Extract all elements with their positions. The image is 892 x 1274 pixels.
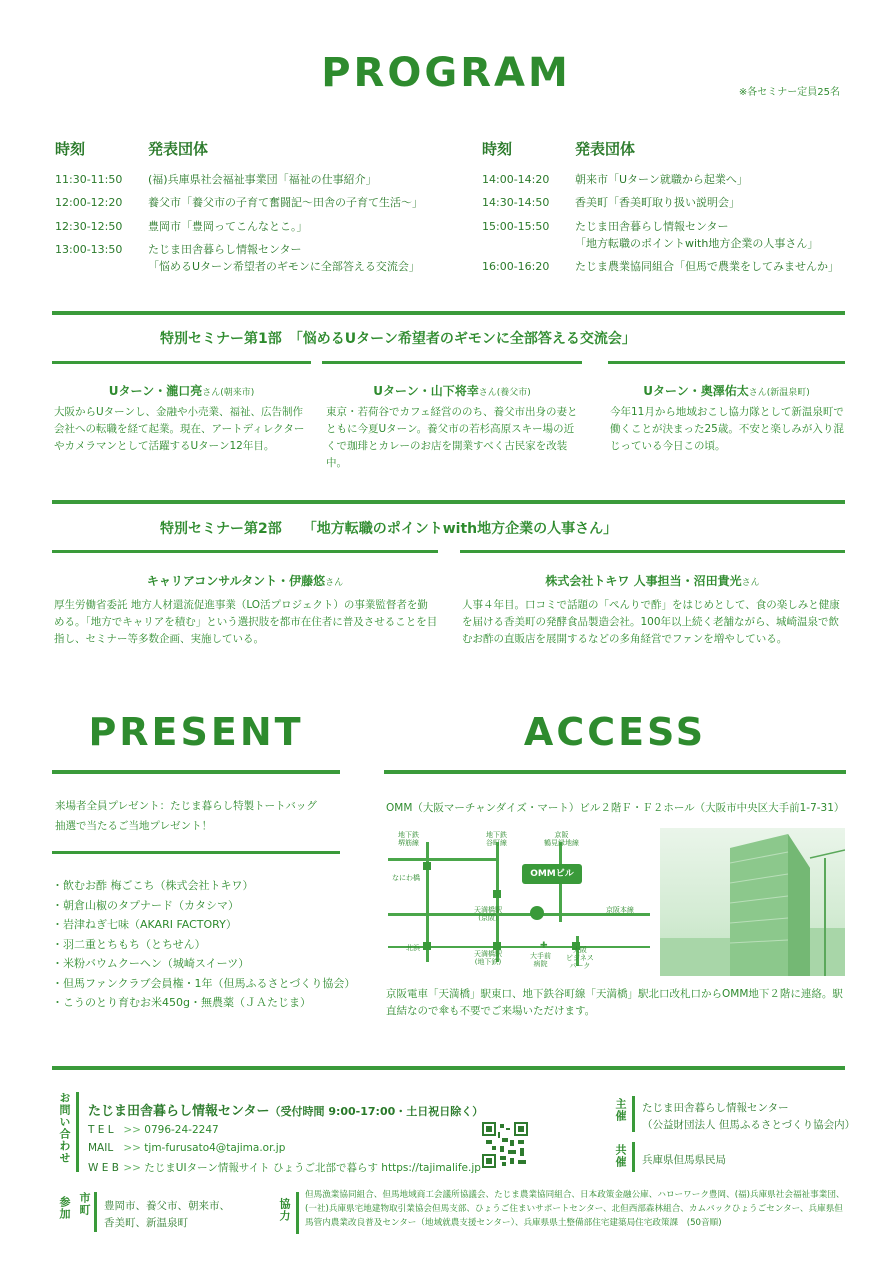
cooperation-text: 但馬漁業協同組合、但馬地域商工会議所協議会、たじま農業協同組合、日本政策金融公庫、ハローワーク豊岡、(福)兵庫県社会福祉事業団、(一社)兵庫県宅地建物取引業協会但馬支部、ひょうご住まいサポートセンター、北但西部森林組合、カムバックひょうごセンター、兵庫県但馬管内農業改良普及センター（地域就農支援センター）、兵庫県県土整備部住宅建築局住宅政策課 (50音順) <box>305 1190 845 1228</box>
col-org-right: 発表団体 <box>575 140 636 158</box>
speaker-name-text: Uターン・山下将幸 <box>373 384 479 398</box>
cooperation-bar <box>296 1192 299 1234</box>
map-label: 地下鉄 谷町線 <box>486 831 507 847</box>
divider <box>52 1066 845 1070</box>
map-label: 天満橋駅 (地下鉄) <box>474 950 502 966</box>
omm-location-icon <box>530 906 544 920</box>
present-intro: 来場者全員プレゼント：たじま暮らし特製トートバッグ <box>55 800 317 812</box>
map-label: 地下鉄 堺筋線 <box>398 831 419 847</box>
list-item: ・こうのとり育むお米450g・無農薬（ＪＡたじま） <box>52 996 311 1009</box>
speaker-suffix: さん(朝来市) <box>202 388 255 398</box>
speaker-desc: 大阪からUターンし、金融や小売業、福祉、広告制作会社への転職を経て起業。現在、アートディレクターやカメラマンとして活躍するUターン12年目。 <box>54 406 305 452</box>
cities-line1: 豊岡市、養父市、朝来市、 <box>104 1200 230 1212</box>
contact-mail <box>88 1142 285 1154</box>
program-org: 香美町「香美町取り扱い説明会」 <box>575 196 740 209</box>
host-bar <box>632 1096 635 1132</box>
cities-label: 市町 <box>78 1192 91 1216</box>
web-link[interactable]: たじまUIターン情報サイト ひょうご北部で暮らす https://tajimalife.jp <box>144 1162 481 1174</box>
host-line1: たじま田舎暮らし情報センター <box>642 1102 789 1114</box>
list-item: ・岩津ねぎ七味（AKARI FACTORY） <box>52 918 237 931</box>
speaker-suffix: さん <box>325 578 344 588</box>
cities-bar <box>94 1192 97 1232</box>
contact-org: たじま田舎暮らし情報センター <box>88 1104 270 1119</box>
list-item: ・朝倉山椒のタプナード（カタシマ） <box>52 898 239 912</box>
contact-bar <box>76 1092 79 1172</box>
program-time: 14:00-14:20 <box>482 173 550 186</box>
divider <box>52 311 845 315</box>
program-time: 12:00-12:20 <box>55 196 123 209</box>
divider <box>460 550 845 553</box>
arrow-icon: >> <box>123 1124 141 1136</box>
list-item: ・米粉バウムクーヘン（城崎スイーツ） <box>52 957 250 970</box>
present-intro: 抽選で当たるご当地プレゼント！ <box>55 820 213 832</box>
station-marker <box>423 942 431 950</box>
arrow-icon: >> <box>123 1162 141 1174</box>
qr-code-icon[interactable] <box>482 1122 528 1168</box>
speaker-suffix: さん <box>741 578 760 588</box>
omm-building: OMMビル <box>522 864 582 884</box>
speaker-name <box>460 572 845 589</box>
present-list <box>52 876 355 1013</box>
divider <box>384 770 846 774</box>
tel-link[interactable]: 0796-24-2247 <box>144 1124 219 1136</box>
program-time: 16:00-16:20 <box>482 260 550 273</box>
cohost-bar <box>632 1142 635 1172</box>
present-title: PRESENT <box>88 710 304 754</box>
speaker-name <box>52 382 311 399</box>
cooperation-label: 協力 <box>278 1198 291 1222</box>
map-label: なにわ橋 <box>392 874 420 882</box>
program-time: 14:30-14:50 <box>482 196 550 209</box>
speaker-desc: 今年11月から地域おこし協力隊として新温泉町で働くことが決まった25歳。不安と楽しみが入り混じっている今日この頃。 <box>610 406 844 452</box>
map-street <box>388 858 498 861</box>
contact-web <box>88 1160 481 1175</box>
col-time-right: 時刻 <box>482 140 513 158</box>
access-title: ACCESS <box>523 710 707 754</box>
contact-hours: （受付時間 9:00-17:00・土日祝日除く） <box>269 1105 484 1118</box>
map-label: 北浜 <box>406 944 420 952</box>
cohost-label: 共催 <box>614 1144 627 1168</box>
list-item: ・羽二重とちもち（とちせん） <box>52 937 206 951</box>
program-org: 養父市「養父市の子育て奮闘記〜田舎の子育て生活〜」 <box>148 196 423 209</box>
cohost-text: 兵庫県但馬県民局 <box>642 1154 726 1166</box>
contact-label: お問い合わせ <box>58 1092 71 1164</box>
speaker-desc: 東京・若荷谷でカフェ経営ののち、養父市出身の妻とともに今夏Uターン。養父市の若杉高原スキー場の近くで珈琲とカレーのお店を開業すべく古民家を改装中。 <box>326 406 578 469</box>
program-org: 豊岡市「豊岡ってこんなとこ。」 <box>148 220 308 233</box>
program-time: 13:00-13:50 <box>55 243 123 256</box>
map-label: 大阪 ビジネス パーク <box>566 946 594 970</box>
program-org: (福)兵庫県社会福祉事業団「福祉の仕事紹介」 <box>148 173 377 186</box>
hospital-icon: ✚ <box>540 941 548 951</box>
access-address: OMM（大阪マーチャンダイズ・マート）ビル２階Ｆ・Ｆ２ホール（大阪市中央区大手前1-7-31） <box>386 802 845 814</box>
program-time: 11:30-11:50 <box>55 173 123 186</box>
map-label: 京阪本線 <box>606 906 634 914</box>
list-item: ・飲むお酢 梅ごこち（株式会社トキワ） <box>52 879 254 892</box>
speaker-name-text: Uターン・瀧口亮 <box>108 384 203 398</box>
speaker-name <box>608 382 845 399</box>
speaker-name-text: キャリアコンサルタント・伊藤悠 <box>146 574 326 588</box>
speaker-name <box>322 382 582 399</box>
program-org-line2: 「地方転職のポイントwith地方企業の人事さん」 <box>575 237 819 250</box>
speaker-suffix: さん(養父市) <box>478 388 531 398</box>
building-illustration <box>660 828 845 976</box>
divider <box>52 361 311 364</box>
map-label: 大手前 病院 <box>530 952 551 968</box>
contact-tel <box>88 1124 219 1136</box>
speaker-desc: 厚生労働省委託 地方人材還流促進事業（LO活プロジェクト）の事業監督者を勤める。「地方でキャリアを積む」という選択肢を都市在住者に普及させることを目指し、セミナー等多数企画、実施している。 <box>54 599 438 645</box>
capacity-note: ※各セミナー定員25名 <box>738 87 840 98</box>
contact-org-line <box>88 1100 483 1119</box>
mail-link[interactable]: tjm-furusato4@tajima.or.jp <box>144 1142 286 1154</box>
web-label: W E B <box>88 1162 119 1174</box>
divider <box>608 361 845 364</box>
program-title: PROGRAM <box>321 50 571 96</box>
cities-label: 参加 <box>58 1196 71 1220</box>
col-time-left: 時刻 <box>55 140 86 158</box>
map-label: 天満橋駅 (京阪) <box>474 906 502 922</box>
speaker-name <box>52 572 438 589</box>
host-line2: （公益財団法人 但馬ふるさとづくり協会内） <box>642 1119 856 1131</box>
access-directions: 京阪電車「天満橋」駅東口、地下鉄谷町線「天満橋」駅北口改札口からOMM地下２階に連絡。駅直結なので傘も不要でご来場いただけます。 <box>386 988 843 1017</box>
seminar2-title: 特別セミナー第2部 「地方転職のポイントwith地方企業の人事さん」 <box>160 521 618 537</box>
divider <box>52 500 845 504</box>
list-item: ・但馬ファンクラブ会員権・1年（但馬ふるさとづくり協会） <box>52 976 356 990</box>
divider <box>322 361 582 364</box>
program-org: たじま田舎暮らし情報センター <box>575 220 729 233</box>
map-label: 京阪 鶴見緑地線 <box>544 831 579 847</box>
speaker-name-text: Uターン・奥澤佑太 <box>643 384 749 398</box>
seminar1-title: 特別セミナー第1部 「悩めるUターン希望者のギモンに全部答える交流会」 <box>160 331 636 347</box>
station-marker <box>423 862 431 870</box>
divider <box>52 851 340 854</box>
arrow-icon: >> <box>123 1142 141 1154</box>
speaker-name-text: 株式会社トキワ 人事担当・沼田貴光 <box>545 574 742 588</box>
building-photo <box>660 828 845 976</box>
station-marker <box>493 942 501 950</box>
host-label: 主催 <box>614 1098 627 1122</box>
qr-code-graphic <box>482 1122 528 1168</box>
col-org-left: 発表団体 <box>148 140 209 158</box>
speaker-suffix: さん(新温泉町) <box>748 388 810 398</box>
program-org-line2: 「悩めるUターン希望者のギモンに全部答える交流会」 <box>148 260 420 273</box>
divider <box>52 770 340 774</box>
program-org: たじま田舎暮らし情報センター <box>148 243 302 256</box>
divider <box>52 550 438 553</box>
station-marker <box>493 890 501 898</box>
program-time: 12:30-12:50 <box>55 220 123 233</box>
program-org: たじま農業協同組合「但馬で農業をしてみませんか」 <box>575 260 839 273</box>
speaker-desc: 人事４年目。口コミで話題の「ぺんりで酢」をはじめとして、食の楽しみと健康を届ける香美町の発酵食品製造会社。100年以上続く老舗ながら、城崎温泉で飲むお酢の直販店を展開するなどの多角経営でファンを増やしている。 <box>462 599 840 645</box>
program-org: 朝来市「Uターン就職から起業へ」 <box>575 173 748 186</box>
tel-label: T E L <box>88 1124 114 1136</box>
mail-label: MAIL <box>88 1142 114 1154</box>
cities-line2: 香美町、新温泉町 <box>104 1217 188 1229</box>
program-time: 15:00-15:50 <box>482 220 550 233</box>
access-map <box>384 828 654 978</box>
